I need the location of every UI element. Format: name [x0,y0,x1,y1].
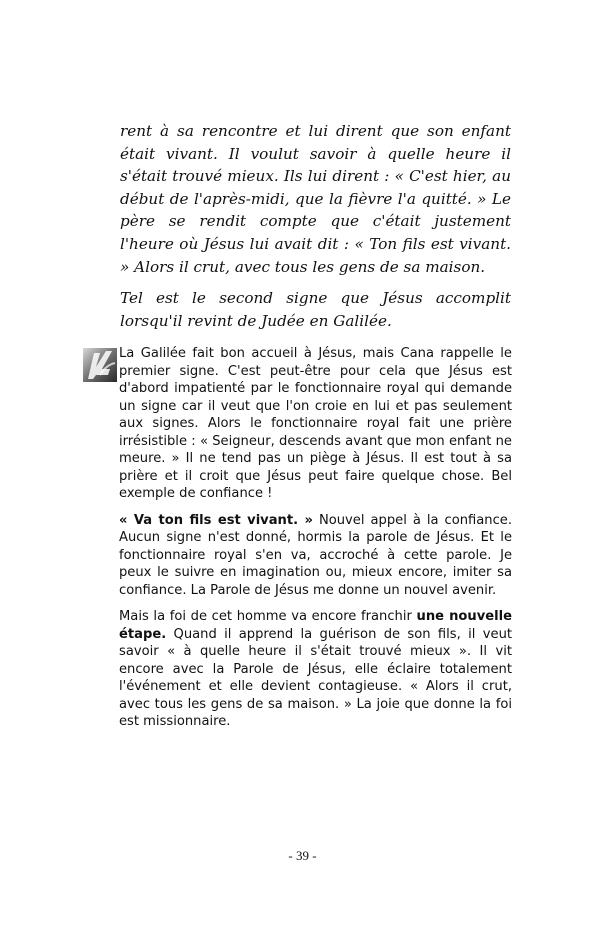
commentary-quote-bold: « Va ton fils est vivant. » [119,512,313,528]
commentary-paragraph-1: La Galilée fait bon accueil à Jésus, mais Cana rappelle le premier signe. C'est peut-être pour cela que Jésus est d'abord impatienté par le fonctionnaire royal qui demande un signe car il veut que l'on croie en lui et pas seulement aux signes. Alors le fonctionnaire royal fait une prière irrésistible : « Seigneur, descends avant que mon enfant ne meure. » Il ne tend pas un piège à Jésus. Il est tout à sa prière et il croit que Jésus peut faire quelque chose. Bel exemple de confiance ! [119,346,512,501]
scripture-text [120,120,511,332]
commentary-text [119,345,512,731]
commentary-paragraph-3 [119,608,512,731]
commentary-paragraph-3-start: Mais la foi de cet homme va encore franchir [119,609,417,624]
commentary-paragraph-2-rest: Nouvel appel à la confiance. Aucun signe n'est donné, hormis la parole de Jésus. Et le fonctionnaire royal s'en va, accroché à cette parole. Je peux le suivre en imagination ou, mieux encore, imiter sa confiance. La Parole de Jésus me donne un nouvel avenir. [119,512,512,598]
commentary-paragraph-3-rest: Quand il apprend la guérison de son fils, il veut savoir « à quelle heure il s'était trouvé mieux ». Il vit encore avec la Parole de Jésus, elle éclaire totalement l'événement et elle devient contagieuse. « Alors il crut, avec tous les gens de sa maison. » La joie que donne la foi est missionnaire. [119,626,512,729]
reading-bookmark-icon [82,345,118,385]
commentary-paragraph-2 [119,512,512,600]
commentary-emphasis-bold: une nouvelle étape. [119,609,512,642]
page-number: - 39 - [288,848,317,863]
scripture-paragraph-2: Tel est le second signe que Jésus accomplit lorsqu'il revint de Judée en Galilée. [120,289,511,330]
scripture-paragraph-1: rent à sa rencontre et lui dirent que son enfant était vivant. Il voulut savoir à quelle heure il s'était trouvé mieux. Ils lui dirent : « C'est hier, au début de l'après-midi, que la fièvre l'a quitté. » Le père se rendit compte que c'était justement l'heure où Jésus lui avait dit : « Ton fils est vivant. » Alors il crut, avec tous les gens de sa maison. [120,122,511,276]
